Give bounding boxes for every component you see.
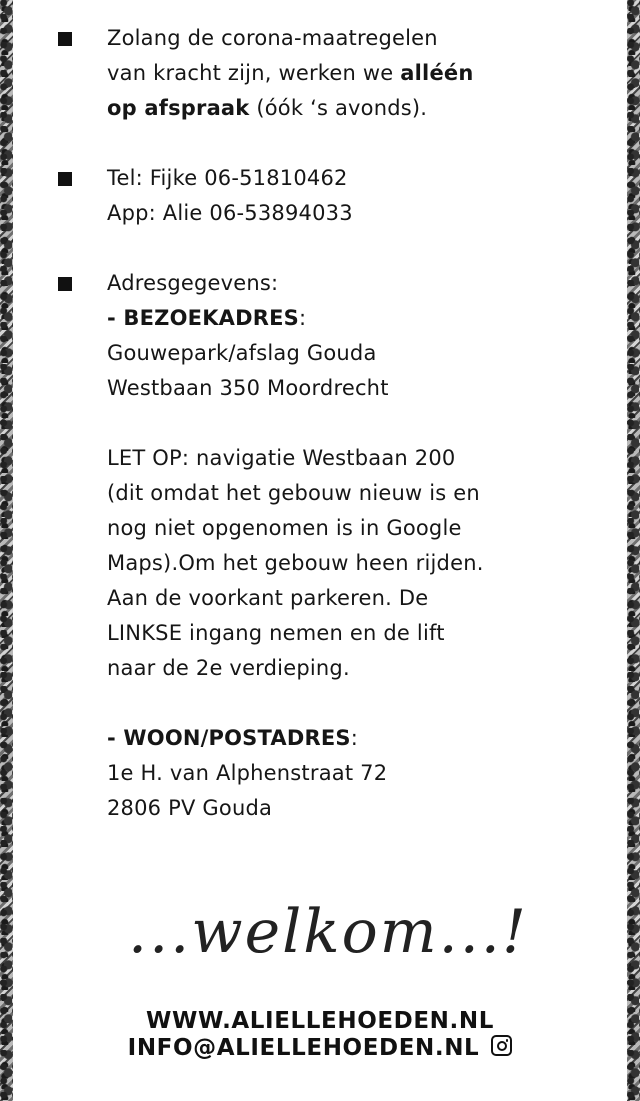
leopard-border-right — [627, 0, 640, 1101]
home-address-line-1: 1e H. van Alphenstraat 72 — [107, 761, 388, 785]
leopard-border-left — [0, 0, 13, 1101]
visit-address-line-2: Westbaan 350 Moordrecht — [107, 376, 389, 400]
corona-line-1: Zolang de corona-maatregelen — [107, 26, 438, 50]
note-line: nog niet opgenomen is in Google — [107, 516, 462, 540]
corona-emphasis: alléén — [400, 61, 474, 85]
visit-address-line-1: Gouwepark/afslag Gouda — [107, 341, 377, 365]
colon: : — [299, 306, 307, 330]
note-line: Aan de voorkant parkeren. De — [107, 586, 429, 610]
note-line: Maps).Om het gebouw heen rijden. — [107, 551, 484, 575]
appointment-emphasis: op afspraak — [107, 96, 250, 120]
bullet-square — [58, 172, 72, 186]
note-line: naar de 2e verdieping. — [107, 656, 350, 680]
phone-number[interactable]: Tel: Fijke 06-51810462 — [107, 166, 348, 190]
home-address-line-2: 2806 PV Gouda — [107, 796, 273, 820]
home-address-label: - WOON/POSTADRES — [107, 726, 351, 750]
note-line: LINKSE ingang nemen en de lift — [107, 621, 445, 645]
website-link[interactable]: WWW.ALIELLEHOEDEN.NL — [146, 1008, 494, 1034]
visit-address-label: - BEZOEKADRES — [107, 306, 299, 330]
email-line — [13, 1035, 627, 1061]
address-heading: Adresgegevens: — [107, 271, 279, 295]
bullet-square — [58, 32, 72, 46]
address-info — [107, 266, 537, 826]
corona-line-3: (óók ‘s avonds). — [249, 96, 428, 120]
corona-notice — [107, 21, 537, 126]
email-link[interactable]: INFO@ALIELLEHOEDEN.NL — [127, 1035, 480, 1061]
note-line: (dit omdat het gebouw nieuw is en — [107, 481, 480, 505]
instagram-icon[interactable] — [491, 1035, 512, 1056]
contact-info — [107, 161, 537, 231]
colon: : — [350, 726, 359, 750]
corona-line-2: van kracht zijn, werken we — [107, 61, 401, 85]
signature-text: ...welkom...! — [128, 897, 528, 967]
note-line: LET OP: navigatie Westbaan 200 — [107, 446, 456, 470]
bullet-square — [58, 277, 72, 291]
welkom-signature — [113, 880, 543, 975]
app-number[interactable]: App: Alie 06-53894033 — [107, 201, 353, 225]
info-card — [13, 0, 627, 1101]
